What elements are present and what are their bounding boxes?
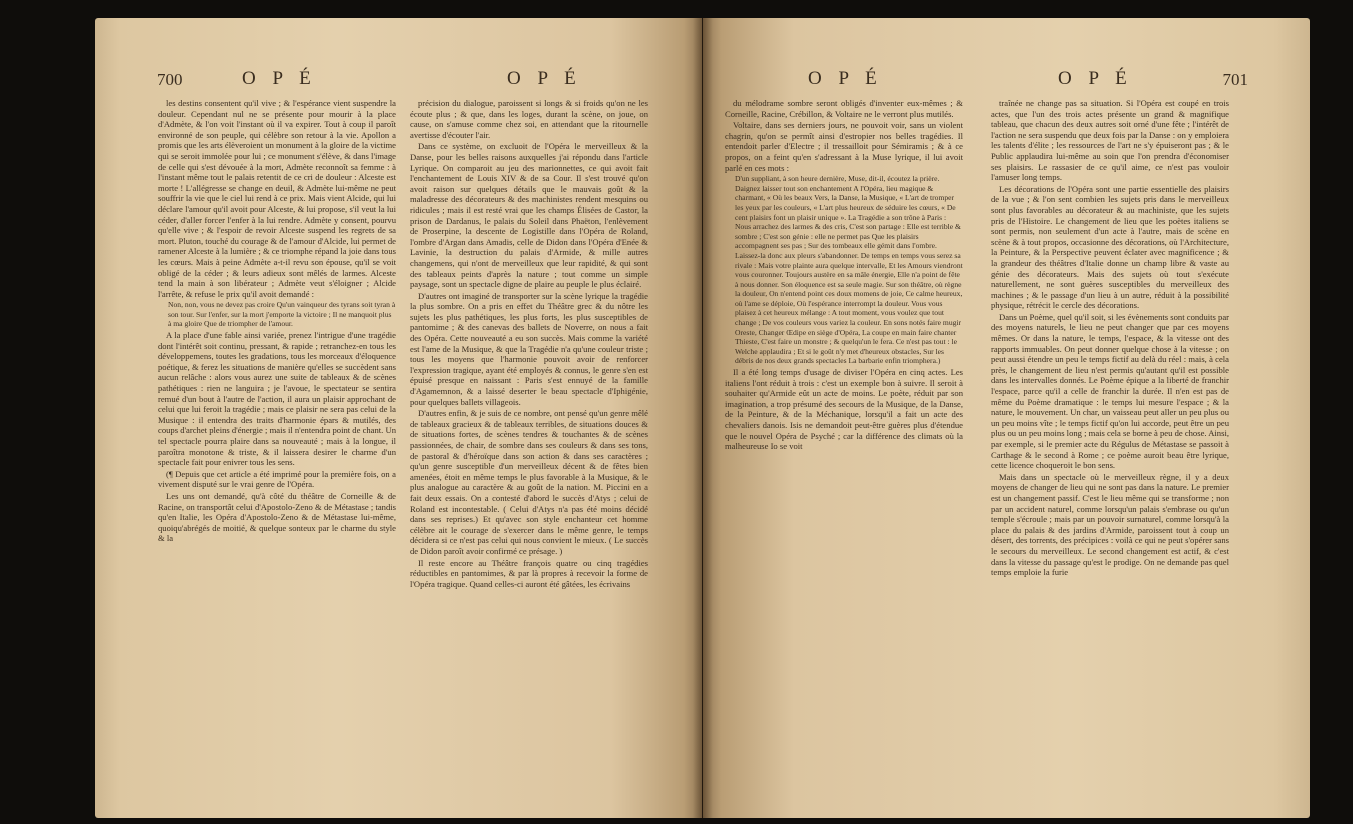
paragraph: Il a été long temps d'usage de diviser l'Opéra en cinq actes. Les italiens l'ont réduit à trois : c'est un exemple bon à suivre. Il seroit à souhaiter qu'Armide eût un acte de moins. Le poète, réduit par son imagination, a trop présumé des secours de la Musique, de la Danse, de la Peinture, & de la Méchanique, lorsqu'il a fait un acte des chevaliers danois. Isis ne demandoit peut-être guères plus d'étendue que le nouvel Opéra de Psyché ; car la différence des climats où la malheureuse Io se voit [725, 367, 963, 452]
text-column-right [410, 98, 648, 798]
paragraph: Dans ce système, on excluoit de l'Opéra le merveilleux & la Danse, pour les belles raisons auxquelles j'ai répondu dans l'article Lyrique. On comparoit au jeu des marionnettes, ce qui avoit fait l'enchantement de Louis XIV & de sa Cour. Il s'est trouvé qu'on avoit raison sur quelques détails que le mauvais goût & la maladresse des décorateurs & des machinistes rendent mesquins ou ridicules ; mais il est resté vrai que les champs Élisées de Castor, la prison de Dardanus, le palais du Soleil dans Phaëton, l'enlèvement de Proserpine, la descente de Logistille dans l'Opéra de Roland, l'ombre d'Argan dans Amadis, celle de Didon dans l'Opéra d'Enée & Lavinie, la destruction du palais d'Armide, & mille autres changemens, qui n'ont de merveilleux que leur rapidité, & qui sont des tableaux peints d'après la nature ; tout comme un simple paysage, sont un spectacle digne de plaire au peuple le plus éclairé. [410, 141, 648, 290]
text-column-left [158, 98, 396, 798]
paragraph: du mélodrame sombre seront obligés d'inventer eux-mêmes ; & Corneille, Racine, Crébillon, & Voltaire ne le verront plus mutilés. [725, 98, 963, 119]
text-column-right [991, 98, 1229, 798]
paragraph: précision du dialogue, paroissent si longs & si froids qu'on ne les écoute plus ; & que, dans les loges, durant la scène, on joue, on cause, on s'amuse comme chez soi, en attendant que la ritournelle avertisse d'écouter l'air. [410, 98, 648, 140]
page-number: 700 [157, 70, 183, 89]
open-book [95, 18, 1310, 818]
page-number: 701 [1222, 70, 1248, 89]
paragraph: Voltaire, dans ses derniers jours, ne pouvoit voir, sans un violent chagrin, qu'on se permît ainsi d'estropier nos belles tragédies. Il entendoit parler d'Electre ; il tressailloit pour Sémiramis ; & à ce propos, on a feint qu'en s'adressant à la Muse lyrique, il lui avoit parlé en ces mots : [725, 120, 963, 173]
paragraph: (¶ Depuis que cet article a été imprimé pour la première fois, on a vivement disputé sur le vrai genre de l'Opéra. [158, 468, 396, 490]
left-page-header [157, 70, 677, 94]
running-head: O P É [808, 68, 883, 89]
book-gutter [693, 18, 713, 818]
paragraph: D'autres enfin, & je suis de ce nombre, ont pensé qu'un genre mêlé de tableaux gracieux & de tableaux terribles, de situations douces & de situations fortes, de scènes tendres & touchantes & de scènes passionnées, de chair, de sombre dans ses couleurs & dans ses tons, de pastoral & d'héroïque dans son action & dans ses caractères ; qu'un genre susceptible d'un merveilleux décent & de fêtes bien amenées, étoit en même temps le plus favorable à la Musique, & le plus analogue au caractère & au goût de la nation. M. Piccini en a fait deux essais. On a contesté d'abord le succès d'Atys ; celui de Roland est incontestable. ( Celui d'Atys n'a pas été moins décidé dans ses reprises.) Et qu'avec son style enchanteur cet homme célèbre ait le courage de s'exercer dans le même genre, le temps décidera si ce n'est pas celui qui nous convient le mieux. ( Le succès de Didon paroît avoir confirmé ce présage. ) [410, 408, 648, 556]
left-page [95, 18, 702, 818]
paragraph: Il reste encore au Théâtre françois quatre ou cinq tragédies réductibles en pantomimes, & par là propres à recevoir la forme de l'Opéra tragique. Quand celles-ci auront été gâtées, les écrivains [410, 557, 648, 589]
paragraph: Les décorations de l'Opéra sont une partie essentielle des plaisirs de la vue ; & l'on sent combien les sujets pris dans le merveilleux sont plus favorables au décorateur & au machiniste, que les sujets pris de l'Histoire. Le changement de lieu que les poètes italiens se sont permis, non seulement d'un acte à l'autre, mais de scène en scène & à tout propos, occasionne des décorations, où l'Architecture, la Peinture, & la Perspective peuvent éclater avec magnificence ; & la grandeur des théâtres d'Italie donne un champ libre & vaste au génie des décorateurs. Mais des sujets où tout s'exécute naturellement, ne sont guères susceptibles du merveilleux des machines ; & le passage d'un lieu à un autre, réduit à la possibilité physique, rétrécit le cercle des décorations. [991, 183, 1229, 311]
text-column-left [725, 98, 963, 798]
paragraph: A la place d'une fable ainsi variée, prenez l'intrigue d'une tragédie dont l'intérêt soit continu, pressant, & rapide ; retranchez-en tous les développemens, toutes les gradations, tous les morceaux d'éloquence poétique, & ferez les situations de manière qu'elles se succèdent sans aucun relâche : alors vous aurez une suite de tableaux & de scènes pathétiques : rien ne languira ; je l'avoue, le spectateur se sentira remué d'un bout à l'autre de l'action, il aura un plaisir approchant de celui que lui feroit la tragédie ; mais ce plaisir ne sera pas celui de la Musique : il entendra des traits d'harmonie épars & mutilés, des coups d'archet pleins d'énergie ; mais il n'entendra point de chant. Un tel spectacle pourra plaire dans sa nouveauté ; mais à la longue, il paroîtra monotone & triste, & il laissera desirer le charme d'un spectacle fait pour enivrer tous les sens. [158, 330, 396, 468]
paragraph: D'autres ont imaginé de transporter sur la scène lyrique la tragédie la plus sombre. On a pris en effet du Théâtre grec & du nôtre les sujets les plus pathétiques, les plus forts, les plus susceptibles de pantomime ; & des canevas des ballets de Noverre, on nous a fait des Opéra. Cette nouveauté a eu son succès. Mais comme la variété est l'ame de la Musique, & que la Tragédie n'a qu'une couleur triste ; tous les moyens que l'harmonie pouvoit avoir de renforcer l'expression tragique, ayant été employés & connus, le genre s'en est épuisé presque en naissant : Paris s'est ennuyé de la famille d'Agamemnon, & a laissé deserter le beau spectacle d'Iphigénie, pour quelques ballets villageois. [410, 290, 648, 407]
paragraph: Les uns ont demandé, qu'à côté du théâtre de Corneille & de Racine, on transportât celui d'Apostolo-Zeno & de Métastase ; tandis qu'en Italie, les Opéra d'Apostolo-Zeno & de Métastase lui-même, quoiqu'abrégés de moitié, & quelque sonteux par le charme du style & la [158, 490, 396, 544]
running-head: O P É [242, 68, 317, 89]
verse-block: Non, non, vous ne devez pas croire Qu'un vainqueur des tyrans soit tyran à son tour. Sur l'enfer, sur la mort j'emporte la victoire ; Il ne manquoit plus à ma gloire Que de triompher de l'amour. [168, 300, 396, 329]
right-page [703, 18, 1310, 818]
verse-block: D'un suppliant, à son heure dernière, Muse, dit-il, écoutez la prière. Daignez laisser tout son enchantement A l'Opéra, lieu magique & charmant, « Où les beaux Vers, la Danse, la Musique, « L'art de tromper les yeux par les couleurs, « L'art plus heureux de séduire les cœurs, « De cent plaisirs font un plaisir unique ». La Tragédie a son trône à Paris : Nous arrachez des larmes & des cris, C'est son partage : Elle est terrible & sombre ; C'est son génie : elle ne permet pas Que les plaisirs accompagnent ses pas ; Sur des tombeaux elle gémit dans l'ombre. Laissez-la donc aux pleurs s'abandonner. De temps en temps vous serez sa rivale : Mais votre plainte aura quelque intervalle, Et les Amours viendront vous couronner. Toujours austère en sa mâle énergie, Elle n'a point de fête à nous donner. Son éloquence est sa seule magie. Sur son théâtre, où règne la douleur, On n'entend point ces doux momens de joie, Ce calme heureux, où l'ame se déploie, Où l'espérance interrompt la douleur. Vous vous plaisez à cet heureux mélange : A tout moment, vous voulez que tout change ; De vos couleurs vous variez la couleur. En sons notés faire mugir Oreste, Changer Œdipe en siège d'Opéra, La coupe en main faire chanter Thieste, C'est faire un monstre ; & quelqu'un le fera. Ce n'est pas tout : le Welche applaudira ; Et si le goût n'y met d'heureux obstacles, Sur les débris de nos deux grands spectacles La barbarie enfin triomphera.) [735, 174, 963, 366]
paragraph: les destins consentent qu'il vive ; & l'espérance vient suspendre la douleur. Cependant nul ne se présente pour mourir à la place d'Admète, & l'on voit l'instant où il va expirer. Tout à coup il paroît environné de son peuple, qui célèbre son retour à la vie. Apollon a promis que les arts élèveroient un monument à la gloire de la victime qui se seroit immolée pour lui ; ce monument s'élève, & dans l'image de celle qui s'est dévouée à la mort, Admète reconnoît sa femme : à l'instant même tout le palais retentit de ce cri de douleur : Alceste est morte ! L'allégresse se change en deuil, & Admète lui-même ne peut souffrir la vie que le ciel lui rend à ce prix. Mais vient Alcide, qui lui déclare l'amour qu'il avoit pour Alceste, & lui propose, s'il veut la lui céder, d'aller forcer l'enfer à la lui rendre. Admète y consent, pourvu qu'elle vive ; & l'espoir de revoir Alceste suspend les regrets de sa mort. Pluton, touché du courage & de l'amour d'Alcide, lui permet de ramener Alceste à la lumière ; & ce triomphe répand la joie dans tous les cœurs. Mais à peine Admète a-t-il revu son épouse, qu'il se voit obligé de la céder ; & leurs adieux sont mêlés de larmes. Alceste tend la main à son libérateur ; Admète veut s'éloigner ; Alcide l'arrête, & refuse le prix qu'il avoit demandé : [158, 98, 396, 299]
paragraph: Dans un Poème, quel qu'il soit, si les évènements sont conduits par des moyens naturels, le lieu ne peut changer que par ces moyens mêmes. Or dans la nature, le temps, l'espace, & la vitesse ont des rapports immuables. On peut donner quelque chose à la vitesse ; on peut aussi étendre un peu le temps fictif au delà du réel : mais, à cela près, le changement de lieu n'est permis qu'autant qu'il est possible dans les intervalles donnés. Le Poème épique a la liberté de franchir l'espace, parce qu'il a celle de franchir la durée. Il n'en est pas de même du Poème dramatique : le temps lui mesure l'espace ; & la nature, le mouvement. Un char, un vaisseau peut aller un peu plus ou un peu moins vîte ; le temps fictif qu'on lui accorde, peut être un peu plus ou un peu moins long ; mais cela se borne à peu de chose. Ainsi, par exemple, si le premier acte du Régulus de Métastase se passoit à Carthage & le second à Rome ; ce poème auroit beau être lyrique, cette licence choqueroit le bon sens. [991, 311, 1229, 471]
paragraph: traînée ne change pas sa situation. Si l'Opéra est coupé en trois actes, que l'un des trois actes présente un grand & magnifique tableau, que chacun des deux autres soit orné d'une fête ; l'intérêt de l'action ne sera suspendu que deux fois par la Danse : on y emploiera les talents d'élite ; les ressources de l'art ne s'y épuiseront pas ; & le Public applaudira lui-même au soin que l'on prendra d'économiser ses plaisirs. Le rassasier de ce qu'il aime, ce n'est pas vouloir l'amuser long temps. [991, 98, 1229, 183]
running-head: O P É [1058, 68, 1133, 89]
running-head: O P É [507, 68, 582, 89]
paragraph: Mais dans un spectacle où le merveilleux règne, il y a deux moyens de changer de lieu qui ne sont pas dans la nature. Le premier est un changement passif. C'est le lieu même qui se transforme ; non par un accident naturel, comme lorsqu'un palais s'embrase ou qu'un temple s'écroule ; mais par un pouvoir surnaturel, comme lorsqu'à la place du palais & des jardins d'Armide, paroissent tout à coup un désert, des torrents, des précipices : voilà ce qui ne peut s'opérer sans le secours du merveilleux. Le second changement est actif, & c'est dans la vitesse du passage qu'est le prodige. On ne demande pas quel temps emploie la furie [991, 471, 1229, 578]
right-page-header [728, 70, 1248, 94]
